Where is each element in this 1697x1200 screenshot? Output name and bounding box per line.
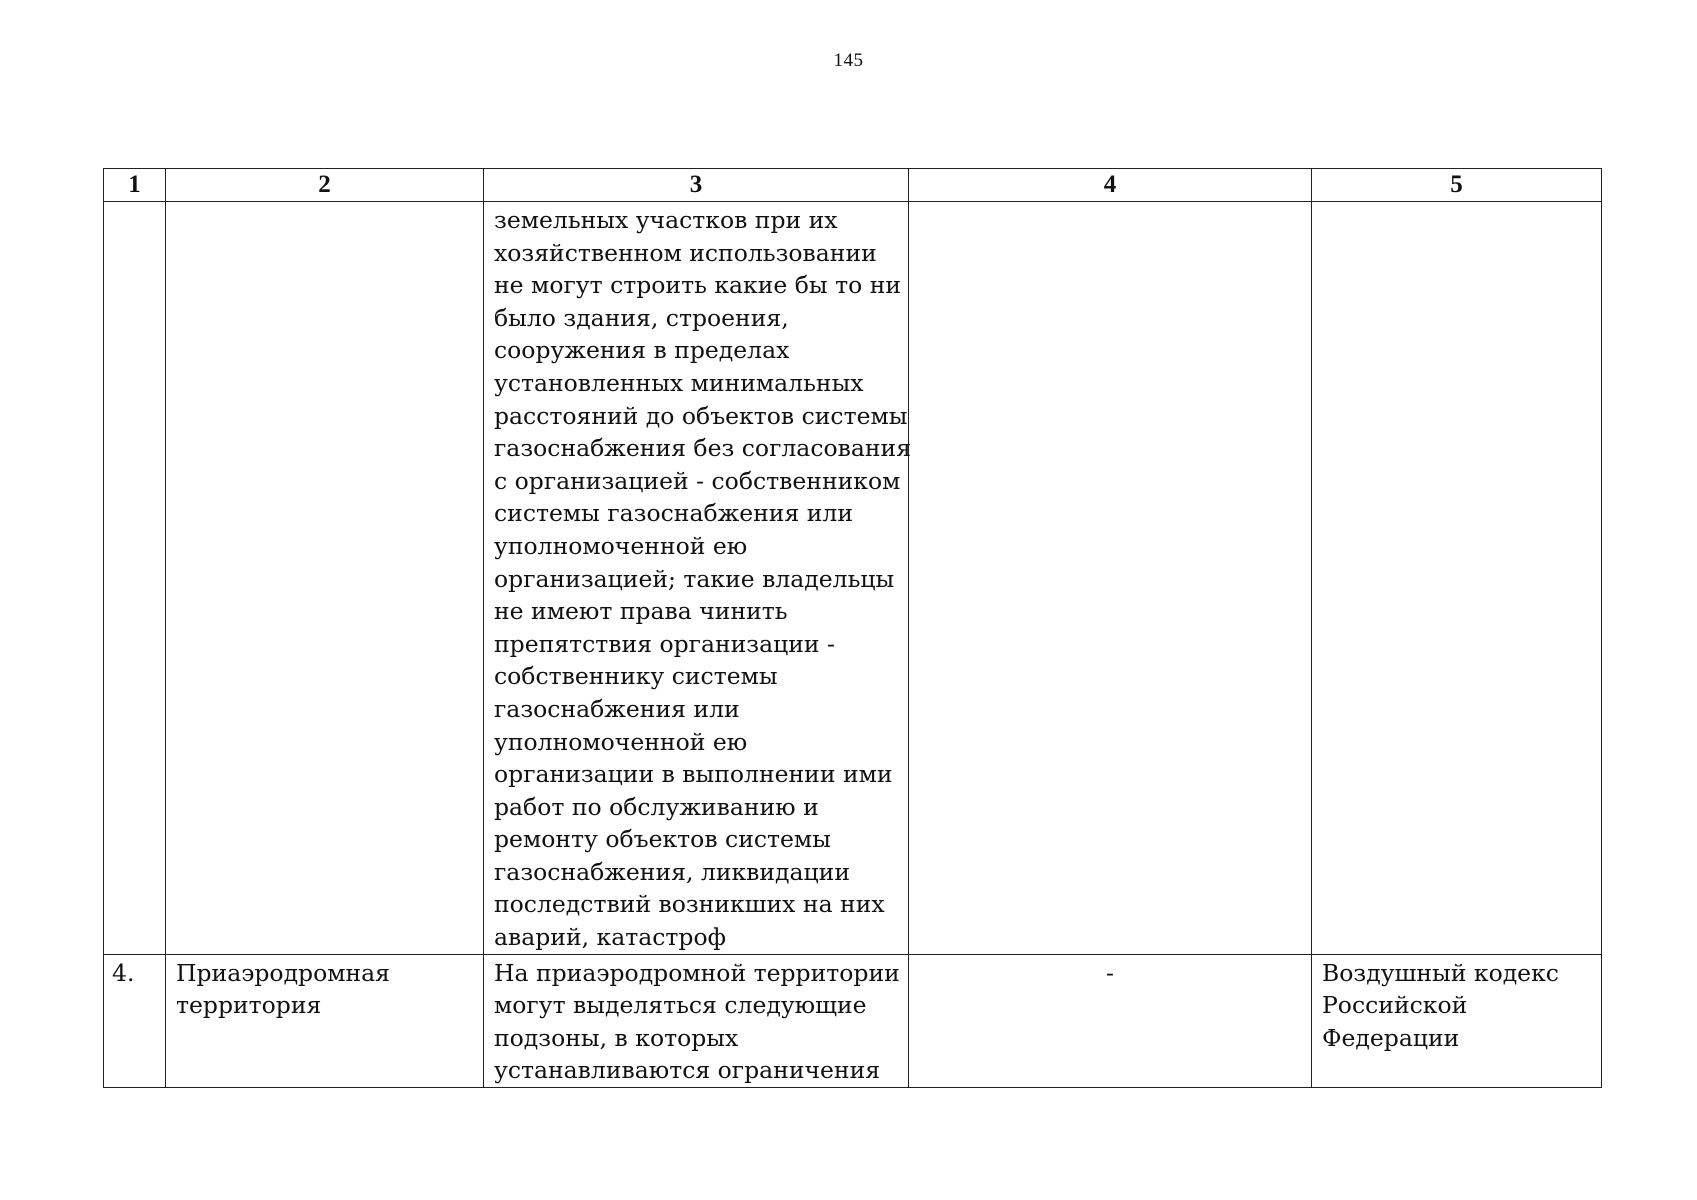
cell-restrictions (484, 202, 912, 955)
text-line: уполномоченной ею (494, 531, 748, 560)
header-col-5: 5 (1312, 169, 1602, 202)
text-line: с организацией - собственником (494, 466, 901, 495)
table-row (104, 954, 1602, 1087)
text-line: территория (176, 991, 322, 1020)
text-line: подзоны, в которых (494, 1023, 739, 1052)
text-line: организацией; такие владельцы (494, 564, 895, 593)
text-line: газоснабжения или (494, 694, 740, 723)
header-col-1: 1 (104, 169, 166, 202)
text-line: организации в выполнении ими (494, 760, 893, 789)
header-col-4: 4 (909, 169, 1312, 202)
table-header-row (104, 169, 1602, 202)
text-line: хозяйственном использовании (494, 238, 877, 267)
header-col-2: 2 (166, 169, 484, 202)
text-line: могут выделяться следующие (494, 991, 867, 1020)
text-line: земельных участков при их (494, 206, 838, 234)
cell-number (104, 202, 166, 955)
text-line: установленных минимальных (494, 368, 864, 397)
cell-col4: - (909, 954, 1312, 1087)
text-line: расстояний до объектов системы (494, 401, 908, 430)
text-line: системы газоснабжения или (494, 499, 854, 528)
table-row (104, 202, 1602, 955)
text-line: было здания, строения, (494, 303, 789, 332)
text-line: устанавливаются ограничения (494, 1056, 881, 1085)
text-line: уполномоченной ею (494, 727, 748, 756)
text-line: собственнику системы (494, 662, 778, 691)
cell-legal-basis (1312, 954, 1602, 1087)
page-number: 145 (833, 50, 864, 71)
cell-col4 (909, 202, 1312, 955)
text-line: препятствия организации - (494, 629, 835, 658)
text-line: На приаэродромной территории (494, 958, 900, 987)
text-line: сооружения в пределах (494, 336, 790, 365)
text-line: последствий возникших на них (494, 890, 885, 919)
cell-restrictions (484, 954, 909, 1087)
text-line: аварий, катастроф (494, 923, 727, 952)
header-col-3: 3 (484, 169, 909, 202)
text-line: не могут строить какие бы то ни (494, 271, 902, 300)
text-line: Воздушный кодекс (1322, 958, 1559, 987)
text-line: Приаэродромная (176, 958, 391, 987)
text-line: Федерации (1322, 1023, 1460, 1052)
text-line: газоснабжения без согласования (494, 434, 912, 463)
text-line: не имеют права чинить (494, 597, 788, 626)
text-line: Российской (1322, 991, 1468, 1020)
text-line: работ по обслуживанию и (494, 792, 819, 821)
text-line: газоснабжения, ликвидации (494, 857, 850, 886)
cell-zone-name (166, 954, 484, 1087)
cell-zone-name (166, 202, 484, 955)
cell-number: 4. (104, 954, 166, 1087)
text-line: ремонту объектов системы (494, 825, 831, 854)
cell-legal-basis (1312, 202, 1602, 955)
regulations-table (103, 168, 1602, 1088)
